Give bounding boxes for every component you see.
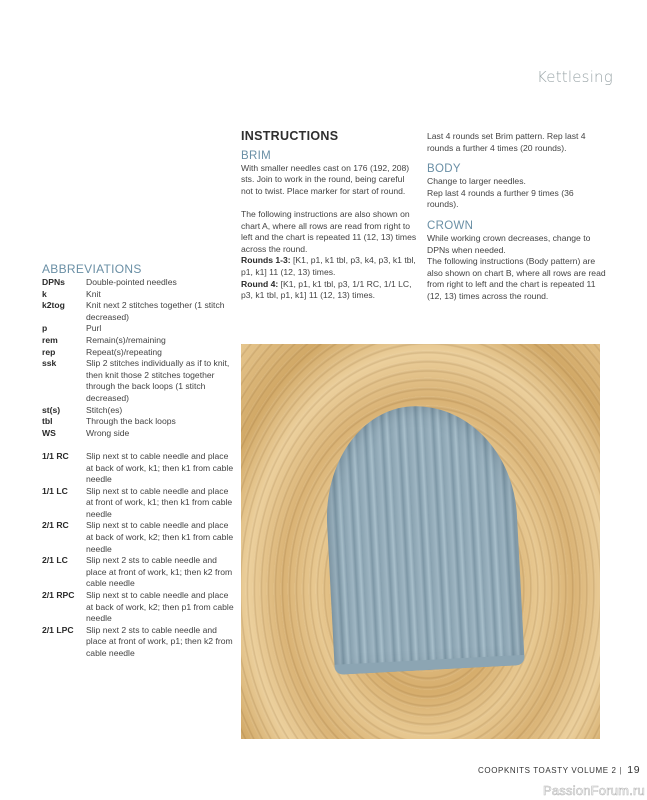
abbreviation-definition: Knit next 2 stitches together (1 stitch decreased) bbox=[86, 300, 225, 322]
crown-dpn-text: While working crown decreases, change to DPNs when needed. bbox=[427, 232, 591, 255]
abbreviation-key: 2/1 RC bbox=[42, 520, 69, 531]
body-heading: BODY bbox=[427, 163, 461, 176]
body-needles-text: Change to larger needles. bbox=[427, 176, 526, 187]
abbreviation-row bbox=[42, 335, 237, 347]
abbreviation-definition: Double-pointed needles bbox=[86, 277, 177, 287]
abbreviation-definition: Slip next st to cable needle and place at back of work, k2; then p1 from cable needle bbox=[86, 590, 234, 624]
brim-heading: BRIM bbox=[241, 149, 271, 162]
abbreviation-definition: Knit bbox=[86, 288, 101, 299]
crown-heading: CROWN bbox=[427, 219, 474, 232]
abbreviation-definition: Repeat(s)/repeating bbox=[86, 346, 162, 357]
abbreviation-row bbox=[42, 416, 237, 428]
cable-abbreviations-list bbox=[42, 451, 237, 660]
abbreviation-row bbox=[42, 289, 237, 301]
abbreviation-key: st(s) bbox=[42, 404, 61, 415]
abbreviation-key: ssk bbox=[42, 358, 57, 369]
abbreviations-list bbox=[42, 277, 237, 439]
page-footer bbox=[478, 764, 640, 776]
abbreviation-row bbox=[42, 486, 237, 521]
abbreviation-definition: Wrong side bbox=[86, 427, 130, 438]
abbreviation-key: rem bbox=[42, 334, 58, 345]
footer-divider: | bbox=[619, 766, 623, 775]
abbreviations-section bbox=[42, 262, 237, 660]
abbreviation-definition: Slip next 2 sts to cable needle and place at front of work, p1; then k2 from cable needle bbox=[86, 624, 233, 658]
instructions-heading: INSTRUCTIONS bbox=[241, 129, 339, 143]
abbreviation-key: k2tog bbox=[42, 300, 65, 311]
brim-cast-on-text: With smaller needles cast on 176 (192, 208) sts. Join to work in the round, being careful not to twist. Place marker for start of round. bbox=[241, 162, 410, 196]
abbreviation-row bbox=[42, 451, 237, 486]
rounds-1-3-label: Rounds 1-3: bbox=[241, 255, 291, 266]
rounds-1-3-text: [K1, p1, k1 tbl, p3, k4, p3, k1 tbl, p1, k1] 11 (12, 13) times. bbox=[241, 255, 416, 277]
abbreviation-row bbox=[42, 358, 237, 404]
abbreviation-row bbox=[42, 405, 237, 417]
brim-round-4 bbox=[241, 279, 417, 302]
abbreviation-key: 2/1 RPC bbox=[42, 590, 75, 601]
brim-rounds-1-3 bbox=[241, 255, 417, 278]
watermark: PassionForum.ru bbox=[543, 783, 645, 798]
abbreviation-row bbox=[42, 428, 237, 440]
abbreviation-definition: Purl bbox=[86, 323, 102, 334]
crown-chart-text: The following instructions (Body pattern) are also shown on chart B, where all rows are read from right to left and the chart is repeated 11 (12, 13) times across the round. bbox=[427, 256, 606, 301]
abbreviation-key: p bbox=[42, 323, 48, 334]
abbreviation-definition: Slip next st to cable needle and place at back of work, k2; then k1 from cable needle bbox=[86, 520, 234, 554]
abbreviation-row bbox=[42, 347, 237, 359]
round-4-text: [K1, p1, k1 tbl, p3, 1/1 RC, 1/1 LC, p3, k1 tbl, p1, k1] 11 (12, 13) times. bbox=[241, 278, 412, 301]
abbreviation-key: tbl bbox=[42, 416, 53, 427]
abbreviation-key: k bbox=[42, 288, 47, 299]
abbreviation-definition: Stitch(es) bbox=[86, 404, 123, 415]
body-repeat-text: Rep last 4 rounds a further 9 times (36 rounds). bbox=[427, 187, 574, 210]
abbreviation-row bbox=[42, 277, 237, 289]
brim-pattern-repeat-text: Last 4 rounds set Brim pattern. Rep last 4 rounds a further 4 times (20 rounds). bbox=[427, 131, 586, 153]
instructions-column bbox=[241, 131, 417, 302]
abbreviation-row bbox=[42, 555, 237, 590]
page-number: 19 bbox=[627, 764, 641, 776]
abbreviations-heading: ABBREVIATIONS bbox=[42, 262, 142, 276]
abbreviation-row bbox=[42, 625, 237, 660]
abbreviation-definition: Slip 2 stitches individually as if to knit, then knit those 2 stitches together through the back loops (1 stitch decreased) bbox=[86, 358, 230, 403]
abbreviation-key: WS bbox=[42, 427, 56, 438]
hat-photo bbox=[241, 344, 600, 739]
abbreviation-key: 1/1 LC bbox=[42, 485, 68, 496]
abbreviation-definition: Slip next st to cable needle and place at back of work, k1; then k1 from cable needle bbox=[86, 450, 234, 485]
publication-name: COOPKNITS TOASTY VOLUME 2 bbox=[478, 766, 617, 775]
abbreviation-row bbox=[42, 520, 237, 555]
brand-logo: Kettlesing bbox=[537, 68, 613, 86]
brim-chart-text: The following instructions are also shown on chart A, where all rows are read from right to left and the chart is repeated 11 (12, 13) times across the round. bbox=[241, 208, 417, 254]
abbreviation-key: 2/1 LPC bbox=[42, 624, 74, 635]
abbreviation-key: 2/1 LC bbox=[42, 555, 68, 566]
abbreviation-definition: Slip next st to cable needle and place at front of work, k1; then k1 from cable needle bbox=[86, 485, 233, 519]
abbreviation-definition: Remain(s)/remaining bbox=[86, 334, 166, 345]
instructions-column-right bbox=[427, 131, 607, 303]
abbreviation-definition: Through the back loops bbox=[86, 416, 176, 427]
abbreviation-row bbox=[42, 323, 237, 335]
abbreviation-row bbox=[42, 300, 237, 323]
abbreviation-row bbox=[42, 590, 237, 625]
abbreviation-key: rep bbox=[42, 346, 56, 357]
round-4-label: Round 4: bbox=[241, 278, 279, 289]
abbreviation-key: DPNs bbox=[42, 277, 65, 287]
abbreviation-key: 1/1 RC bbox=[42, 450, 69, 461]
abbreviation-definition: Slip next 2 sts to cable needle and place at front of work, k1; then k2 from cable needle bbox=[86, 555, 233, 589]
